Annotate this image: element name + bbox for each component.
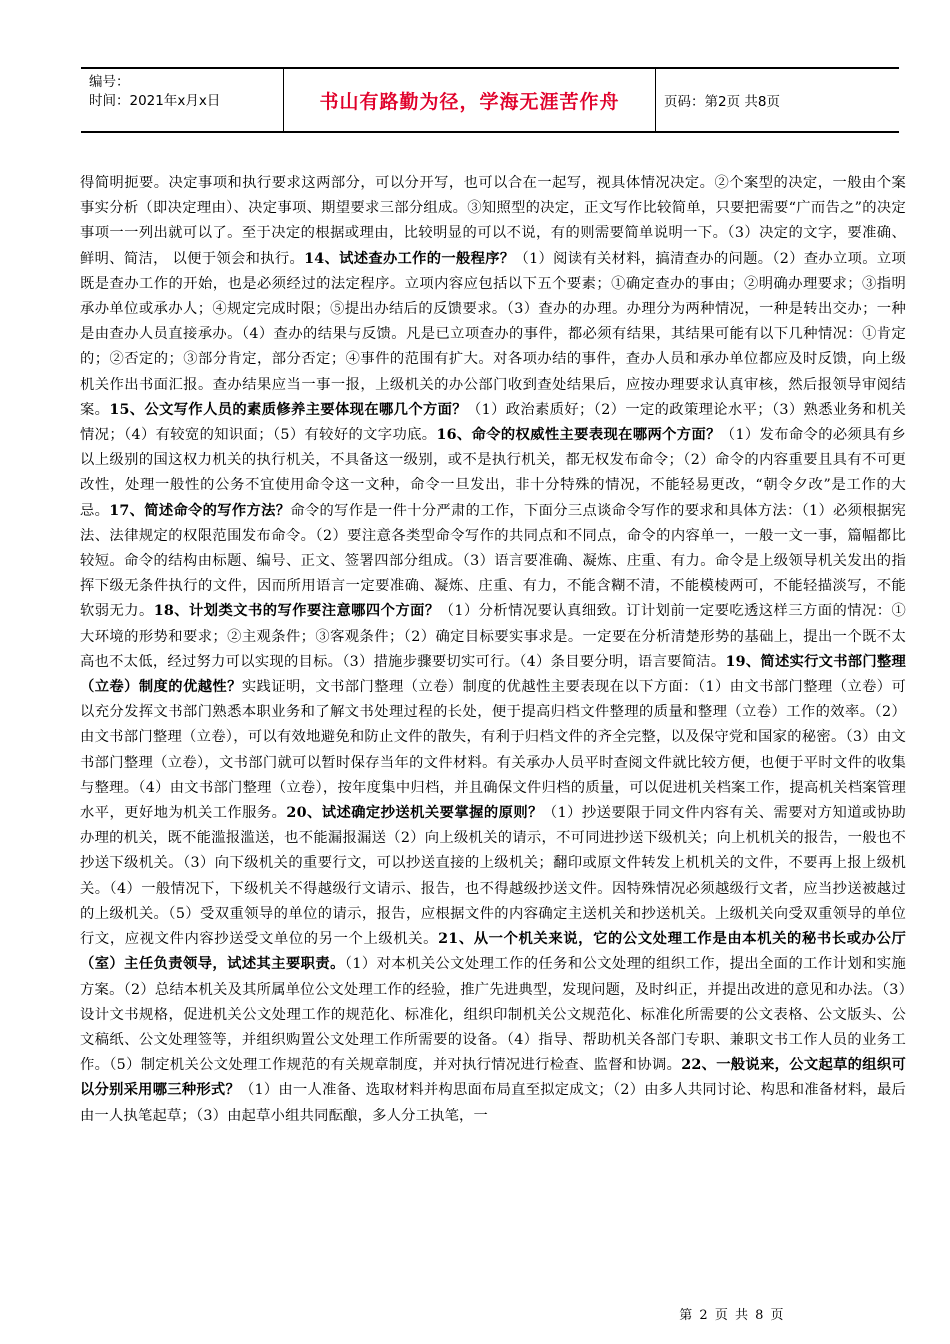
body-segment: 命令的写作是一件十分严肃的工作，下面分三点谈命令写作的要求和具体方法：（1）必须根据宪法、法律规定的权限范围发布命令。（2）要注意各类型命令写作的共同点和不同点，命令的内容单一，一般一文一事，篇幅都比较短。命令的结构由标题、编号、正文、签署四部分组成。（3）语言要准确、凝炼、庄重、有力。命令是上级领导机关发出的指挥下级无条件执行的文件，因而所用语言一定要准确、凝炼、庄重、有力，不能含糊不清，不能模棱两可，不能轻描淡写，不能软弱无力。 [80,502,906,620]
question-heading: 19、简述实行文书部门整理（立卷）制度的优越性？ [80,653,906,696]
body-segment: 得简明扼要。决定事项和执行要求这两部分，可以分开写，也可以合在一起写，视具体情况决定。②个案型的决定，一般由个案事实分析（即决定理由）、决定事项、期望要求三部分组成。③知照型的决定，正文写作比较简单，只要把需要“广而告之”的决定事项一一列出就可以了。至于决定的根据或理由，比较明显的可以不说，有的则需要简单说明一下。（3）决定的文字，要准确、鲜明、简洁， 以便于领会和执行。 [80,175,906,267]
question-heading: 22、一般说来，公文起草的组织可以分别采用哪三种形式？ [80,1057,906,1099]
body-segment: （1）抄送要限于同文件内容有关、需要对方知道或协助办理的机关，既不能滥报滥送，也不能漏报漏送（2）向上级机关的请示，不可同进抄送下级机关；向上机机关的报告，一般也不抄送下级机关。（3）向下级机关的重要行文，可以抄送直接的上级机关；翻印或原文件转发上机机关的文件，不要再上报上级机关。（4）一般情况下，下级机关不得越级行文请示、报告，也不得越级抄送文件。因特殊情况必须越级行文者，应当抄送被越过的上级机关。（5）受双重领导的单位的请示，报告，应根据文件的内容确定主送机关和抄送机关。上级机关向受双重领导的单位行文，应视文件内容抄送受文单位的另一个上级机关。 [80,805,906,948]
body-text [80,171,906,1296]
page-footer: 第 2 页 共 8 页 [679,1308,785,1323]
header-meta [81,69,284,131]
header-table [81,67,899,133]
body-segment: （1）分析情况要认真细致。订计划前一定要吃透这样三方面的情况：①大环境的形势和要求；②主观条件；③客观条件；（2）确定目标要实事求是。一定要在分析清楚形势的基础上，提出一个既不太高也不太低，经过努力可以实现的目标。（3）措施步骤要切实可行。（4）条目要分明，语言要简洁。 [80,603,906,670]
motto: 书山有路勤为径，学海无涯苦作舟 [319,90,620,113]
page-label: 页码：第2页 共8页 [664,94,780,110]
header-motto-cell [284,69,656,131]
body-segment: （1）发布命令的必须具有乡以上级别的国这权力机关的执行机关，不具备这一级别，或不是执行机关，都无权发布命令；（2）命令的内容重要且具有不可更改性，处理一般性的公务不宜使用命令这一文种，命令一旦发出，非十分特殊的情况，不能轻易更改，“朝令夕改”是工作的大忌。 [80,427,906,519]
question-heading: 14、试述查办工作的一般程序？ [304,250,515,267]
body-segment: （1）阅读有关材料，搞清查办的问题。（2）查办立项。立项既是查办工作的开始，也是必须经过的法定程序。立项内容应包括以下五个要素；①确定查办的事由；②明确办理要求；③指明承办单位或承办人；④规定完成时限；⑤提出办结后的反馈要求。（3）查办的办理。办理分为两种情况，一种是转出交办；一种是由查办人员直接承办。（4）查办的结果与反馈。凡是已立项查办的事件，都必须有结果，其结果可能有以下几种情况：①肯定的；②否定的；③部分肯定，部分否定；④事件的范围有扩大。对各项办结的事件，查办人员和承办单位都应及时反馈，向上级机关作出书面汇报。查办结果应当一事一报，上级机关的办公部门收到查处结果后，应按办理要求认真审核，然后报领导审阅结案。 [80,250,906,418]
question-heading: 21、从一个机关来说，它的公文处理工作是由本机关的秘书长或办公厅（室）主任负责领导，试述其主要职责。 [80,931,906,973]
question-heading: 20、试述确定抄送机关要掌握的原则？ [286,805,543,822]
question-heading: 18、计划类文书的写作要注意哪四个方面？ [153,603,440,620]
body-segment: （1）由一人准备、选取材料并构思面布局直至拟定成文；（2）由多人共同讨论、构思和准备材料，最后由一人执笔起草；（3）由起草小组共同酝酿，多人分工执笔，一 [80,1082,906,1124]
header-page-cell [656,69,899,131]
number-label: 编号： [89,74,130,90]
question-heading: 17、简述命令的写作方法？ [109,502,291,519]
body-segment: （1）对本机关公文处理工作的任务和公文处理的组织工作，提出全面的工作计划和实施方案。（2）总结本机关及其所属单位公文处理工作的经验，推广先进典型，发现问题，及时纠正，并提出改进的意见和办法。（3）设计文书规格，促进机关公文处理工作的规范化、标准化，组织印制机关公文规范化、标准化所需要的公文表格、公文版头、公文稿纸、公文处理签等，并组织购置公文处理工作所需要的设备。（4）指导、帮助机关各部门专职、兼职文书工作人员的业务工作。（5）制定机关公文处理工作规范的有关规章制度，并对执行情况进行检查、监督和协调。 [80,956,906,1074]
question-heading: 15、公文写作人员的素质修养主要体现在哪几个方面？ [109,401,467,418]
time-label: 时间：2021年x月x日 [89,93,221,109]
body-segment: 实践证明，文书部门整理（立卷）制度的优越性主要表现在以下方面：（1）由文书部门整理（立卷）可以充分发挥文书部门熟悉本职业务和了解文书处理过程的长处，便于提高归档文件整理的质量和整理（立卷）工作的效率。（2）由文书部门整理（立卷），可以有效地避免和防止文件的散失，有利于归档文件的齐全完整，以及保守党和国家的秘密。（3）由文书部门整理（立卷），文书部门就可以暂时保存当年的文件材料。有关承办人员平时查阅文件就比较方便，也便于平时文件的收集与整理。（4）由文书部门整理（立卷），按年度集中归档，并且确保文件归档的质量，可以促进机关档案工作，提高机关档案管理水平，更好地为机关工作服务。 [80,679,906,822]
question-heading: 16、命令的权威性主要表现在哪两个方面？ [436,427,721,444]
body-segment: （1）政治素质好；（2）一定的政策理论水平；（3）熟悉业务和机关情况；（4）有较宽的知识面；（5）有较好的文字功底。 [80,401,906,444]
